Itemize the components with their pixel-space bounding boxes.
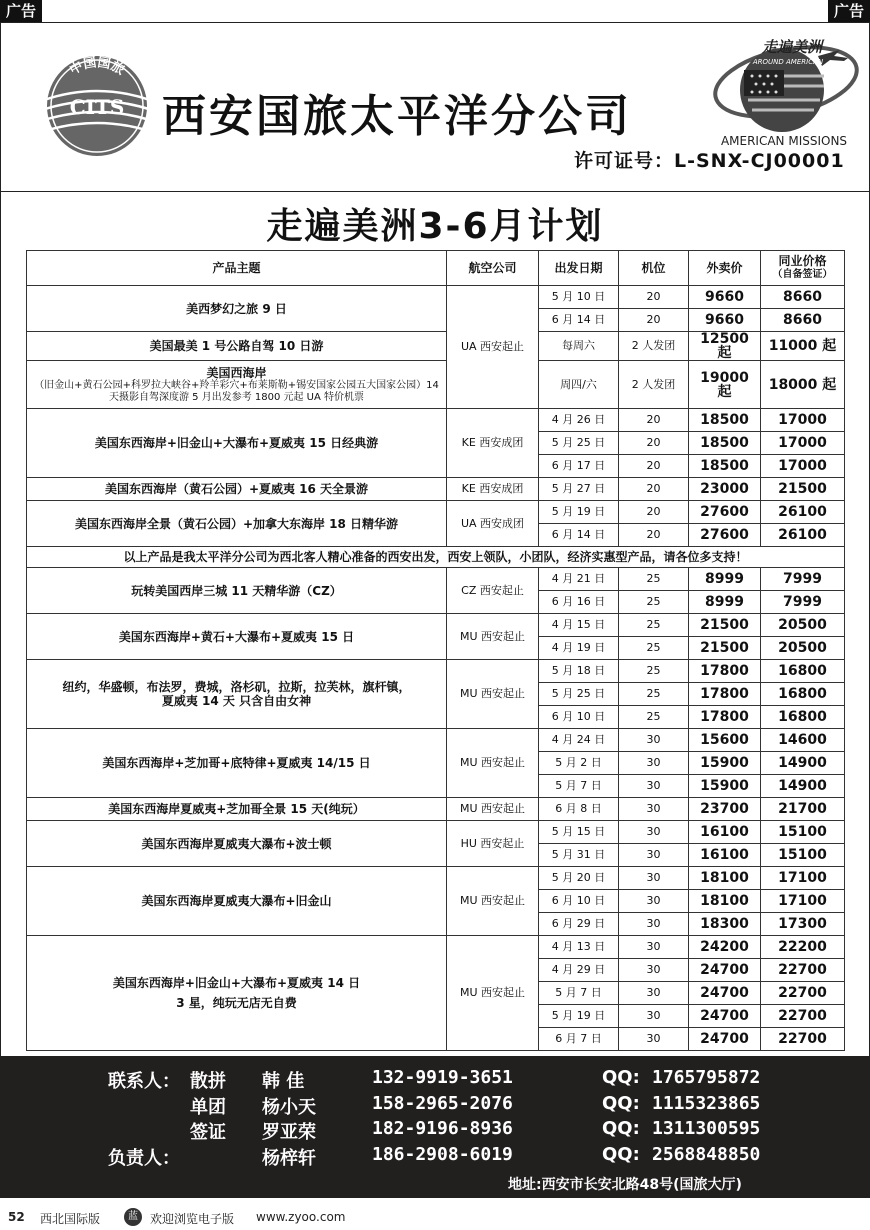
trade-price-cell: 26100 [761,501,845,524]
contact-category: 散拼 [190,1071,226,1092]
retail-price-cell: 15900 [689,775,761,798]
seats-cell: 30 [619,982,689,1005]
date-cell: 每周六 [539,332,619,361]
retail-price-cell: 9660 [689,286,761,309]
table-row [27,332,845,361]
seats-cell: 20 [619,286,689,309]
date-cell: 6 月 10 日 [539,890,619,913]
date-cell: 4 月 19 日 [539,637,619,660]
bottom-bar [0,1200,870,1230]
seats-cell: 30 [619,1005,689,1028]
airline-cell: UA 西安成团 [447,501,539,547]
seats-cell: 2 人发团 [619,332,689,361]
trade-price-cell: 20500 [761,637,845,660]
cits-logo-top: 中国国旅 [67,55,127,79]
table-row [27,409,845,432]
seats-cell: 25 [619,568,689,591]
table-row [27,286,845,309]
seats-cell: 30 [619,1028,689,1051]
trade-price-cell: 15100 [761,821,845,844]
trade-price-cell: 14900 [761,775,845,798]
seats-cell: 30 [619,729,689,752]
trade-price-cell: 16800 [761,660,845,683]
col-header-trade [761,251,845,286]
qq-label: QQ: [602,1144,640,1165]
contact-name: 罗亚荣 [262,1122,316,1143]
trade-price-cell: 16800 [761,683,845,706]
seats-cell: 30 [619,821,689,844]
trade-price-cell: 17000 [761,409,845,432]
retail-price-cell: 24200 [689,936,761,959]
trade-price-cell: 20500 [761,614,845,637]
seats-cell: 25 [619,614,689,637]
date-cell: 5 月 2 日 [539,752,619,775]
seats-cell: 30 [619,959,689,982]
qq-label: QQ: [602,1118,640,1139]
product-cell [27,936,447,1051]
trade-price-cell: 14900 [761,752,845,775]
table-row [27,568,845,591]
date-cell: 周四/六 [539,361,619,409]
date-cell: 5 月 10 日 [539,286,619,309]
date-cell: 5 月 25 日 [539,683,619,706]
retail-price-cell: 12500 起 [689,332,761,361]
retail-price-cell: 18100 [689,890,761,913]
contact-qq: 1765795872 [652,1067,761,1088]
contact-name: 杨小天 [262,1097,316,1118]
trade-price-cell: 22200 [761,936,845,959]
trade-price-cell: 15100 [761,844,845,867]
contact-phone: 182-9196-8936 [372,1118,513,1139]
date-cell: 6 月 7 日 [539,1028,619,1051]
retail-price-cell: 18100 [689,867,761,890]
trade-header-label: 同业价格 [778,254,827,268]
date-cell: 5 月 27 日 [539,478,619,501]
table-row [27,867,845,890]
note-cell: 以上产品是我太平洋分公司为西北客人精心准备的西安出发，西安上领队，小团队，经济实惠型产品，请各位多支持！ [27,547,845,568]
seats-cell: 2 人发团 [619,361,689,409]
airline-cell: MU 西安起止 [447,867,539,936]
contact-row [0,1093,870,1117]
date-cell: 4 月 15 日 [539,614,619,637]
seats-cell: 25 [619,591,689,614]
seats-cell: 30 [619,752,689,775]
contact-qq: 2568848850 [652,1144,761,1165]
retail-price-cell: 23000 [689,478,761,501]
contact-phone: 158-2965-2076 [372,1093,513,1114]
trade-price-cell: 17300 [761,913,845,936]
date-cell: 4 月 13 日 [539,936,619,959]
product-cell: 美国东西海岸夏威夷+芝加哥全景 15 天(纯玩） [27,798,447,821]
date-cell: 4 月 29 日 [539,959,619,982]
airline-cell: CZ 西安起止 [447,568,539,614]
product-cell: 美国东西海岸+旧金山+大瀑布+夏威夷 15 日经典游 [27,409,447,478]
product-cell [27,361,447,409]
address: 地址:西安市长安北路48号(国旅大厅) [508,1177,742,1193]
welcome-text: 欢迎浏览电子版 [150,1212,235,1226]
date-cell: 6 月 14 日 [539,309,619,332]
contact-name: 杨梓轩 [262,1148,316,1169]
table-row [27,936,845,959]
contact-qq: 1311300595 [652,1118,761,1139]
product-cell: 美国东西海岸夏威夷大瀑布+波士顿 [27,821,447,867]
retail-price-cell: 18500 [689,455,761,478]
retail-price-cell: 18300 [689,913,761,936]
trade-price-cell: 22700 [761,982,845,1005]
contact-row [0,1067,870,1091]
seats-cell: 30 [619,867,689,890]
retail-price-cell: 24700 [689,959,761,982]
table-row [27,660,845,683]
date-cell: 6 月 10 日 [539,706,619,729]
retail-price-cell: 8999 [689,591,761,614]
table-row [27,614,845,637]
trade-price-cell: 11000 起 [761,332,845,361]
retail-price-cell: 24700 [689,1005,761,1028]
col-header-retail: 外卖价 [689,251,761,286]
contact-qq: 1115323865 [652,1093,761,1114]
date-cell: 5 月 15 日 [539,821,619,844]
contact-footer [0,1056,870,1198]
trade-price-cell: 26100 [761,524,845,547]
airline-cell: HU 西安起止 [447,821,539,867]
trade-price-cell: 17000 [761,432,845,455]
retail-price-cell: 27600 [689,524,761,547]
product-cell: 美国东西海岸+芝加哥+底特律+夏威夷 14/15 日 [27,729,447,798]
retail-price-cell: 27600 [689,501,761,524]
date-cell: 6 月 16 日 [539,591,619,614]
retail-price-cell: 8999 [689,568,761,591]
edition-label: 西北国际版 [40,1212,101,1226]
product-cell: 美西梦幻之旅 9 日 [27,286,447,332]
product-cell: 美国东西海岸（黄石公园）+夏威夷 16 天全景游 [27,478,447,501]
contact-row [0,1118,870,1142]
table-row [27,821,845,844]
am-logo-top: 走遍美洲 [761,38,823,56]
trade-price-cell: 8660 [761,309,845,332]
ad-tag-left: 广告 [0,0,42,22]
airline-cell: MU 西安起止 [447,660,539,729]
contact-category: 单团 [190,1097,226,1118]
table-row [27,501,845,524]
date-cell: 4 月 24 日 [539,729,619,752]
retail-price-cell: 23700 [689,798,761,821]
airline-cell: KE 西安成团 [447,478,539,501]
retail-price-cell: 17800 [689,706,761,729]
trade-price-cell: 7999 [761,591,845,614]
product-title: 美国东西海岸+旧金山+大瀑布+夏威夷 14 日 [112,976,361,990]
product-cell: 美国东西海岸全景（黄石公园）+加拿大东海岸 18 日精华游 [27,501,447,547]
col-header-product: 产品主题 [27,251,447,286]
retail-price-cell: 15900 [689,752,761,775]
seats-cell: 30 [619,890,689,913]
date-cell: 5 月 7 日 [539,775,619,798]
retail-price-cell: 19000 起 [689,361,761,409]
seats-cell: 25 [619,637,689,660]
product-title: 美国西海岸 [206,365,267,380]
table-row [27,729,845,752]
seats-cell: 20 [619,524,689,547]
seats-cell: 20 [619,478,689,501]
seats-cell: 30 [619,775,689,798]
license-number: 许可证号：L-SNX-CJ00001 [574,150,845,172]
date-cell: 4 月 26 日 [539,409,619,432]
retail-price-cell: 21500 [689,637,761,660]
retail-price-cell: 24700 [689,1028,761,1051]
seats-cell: 30 [619,798,689,821]
airline-cell: UA 西安起止 [447,286,539,409]
contact-role: 负责人： [108,1148,180,1169]
seats-cell: 25 [619,706,689,729]
table-row [27,478,845,501]
retail-price-cell: 24700 [689,982,761,1005]
seats-cell: 30 [619,936,689,959]
note-row [27,547,845,568]
retail-price-cell: 21500 [689,614,761,637]
date-cell: 5 月 19 日 [539,1005,619,1028]
trade-price-cell: 21500 [761,478,845,501]
seats-cell: 20 [619,432,689,455]
table-header-row [27,251,845,286]
date-cell: 5 月 7 日 [539,982,619,1005]
airline-cell: MU 西安起止 [447,614,539,660]
col-header-date: 出发日期 [539,251,619,286]
seats-cell: 20 [619,455,689,478]
contact-phone: 186-2908-6019 [372,1144,513,1165]
plan-title: 走遍美洲3-6月计划 [266,206,604,247]
tour-table [26,250,845,1051]
retail-price-cell: 17800 [689,660,761,683]
col-header-airline: 航空公司 [447,251,539,286]
website-link[interactable]: www.zyoo.com [256,1210,346,1224]
col-header-seats: 机位 [619,251,689,286]
date-cell: 6 月 8 日 [539,798,619,821]
product-cell: 美国东西海岸+黄石+大瀑布+夏威夷 15 日 [27,614,447,660]
seats-cell: 20 [619,409,689,432]
retail-price-cell: 18500 [689,432,761,455]
date-cell: 6 月 14 日 [539,524,619,547]
trade-price-cell: 22700 [761,959,845,982]
contact-category: 签证 [190,1122,226,1143]
trade-header-sub: （自备签证） [772,269,833,280]
table-row [27,361,845,409]
seats-cell: 30 [619,913,689,936]
trade-price-cell: 22700 [761,1005,845,1028]
ad-tag-right: 广告 [828,0,870,22]
trade-price-cell: 8660 [761,286,845,309]
trade-price-cell: 17100 [761,890,845,913]
seats-cell: 30 [619,844,689,867]
company-name: 西安国旅太平洋分公司 [162,91,632,142]
airline-cell: KE 西安成团 [447,409,539,478]
product-detail: （旧金山+黄石公园+科罗拉大峡谷+羚羊彩穴+布莱斯勒+锡安国家公园五大国家公园）14 天摄影自驾深度游 5 月出发参考 1800 元起 UA 特价机票 [34,379,439,403]
date-cell: 5 月 31 日 [539,844,619,867]
cits-logo-icon [38,52,156,160]
retail-price-cell: 16100 [689,844,761,867]
table-row [27,798,845,821]
retail-price-cell: 15600 [689,729,761,752]
retail-price-cell: 16100 [689,821,761,844]
zyoo-logo-icon: 蓝 [124,1208,142,1226]
trade-price-cell: 16800 [761,706,845,729]
trade-price-cell: 17100 [761,867,845,890]
seats-cell: 25 [619,660,689,683]
trade-price-cell: 22700 [761,1028,845,1051]
date-cell: 5 月 25 日 [539,432,619,455]
retail-price-cell: 18500 [689,409,761,432]
date-cell: 6 月 29 日 [539,913,619,936]
contact-role: 联系人： [108,1071,180,1092]
trade-price-cell: 7999 [761,568,845,591]
contact-phone: 132-9919-3651 [372,1067,513,1088]
airline-cell: MU 西安起止 [447,729,539,798]
date-cell: 6 月 17 日 [539,455,619,478]
product-cell: 美国东西海岸夏威夷大瀑布+旧金山 [27,867,447,936]
product-subtitle: 3 星，纯玩无店无自费 [176,996,297,1010]
date-cell: 4 月 21 日 [539,568,619,591]
contact-name: 韩 佳 [262,1071,305,1092]
airline-cell: MU 西安起止 [447,798,539,821]
trade-price-cell: 14600 [761,729,845,752]
seats-cell: 20 [619,309,689,332]
product-cell: 玩转美国西岸三城 11 天精华游（CZ） [27,568,447,614]
date-cell: 5 月 18 日 [539,660,619,683]
page-number: 52 [8,1210,25,1224]
product-cell: 美国最美 1 号公路自驾 10 日游 [27,332,447,361]
am-logo-mid: AROUND AMERICAN [752,58,824,66]
qq-label: QQ: [602,1093,640,1114]
product-cell: 纽约，华盛顿，布法罗，费城，洛杉矶，拉斯，拉芙林，旗杆镇，夏威夷 14 天 只含自由女神 [27,660,447,729]
seats-cell: 25 [619,683,689,706]
trade-price-cell: 21700 [761,798,845,821]
date-cell: 5 月 19 日 [539,501,619,524]
qq-label: QQ: [602,1067,640,1088]
am-logo-bottom: AMERICAN MISSIONS [720,134,848,148]
trade-price-cell: 17000 [761,455,845,478]
american-missions-logo-icon [708,30,868,150]
seats-cell: 20 [619,501,689,524]
contact-row [0,1144,870,1168]
trade-price-cell: 18000 起 [761,361,845,409]
retail-price-cell: 17800 [689,683,761,706]
retail-price-cell: 9660 [689,309,761,332]
date-cell: 5 月 20 日 [539,867,619,890]
airline-cell: MU 西安起止 [447,936,539,1051]
cits-logo-text: CITS [69,95,125,119]
